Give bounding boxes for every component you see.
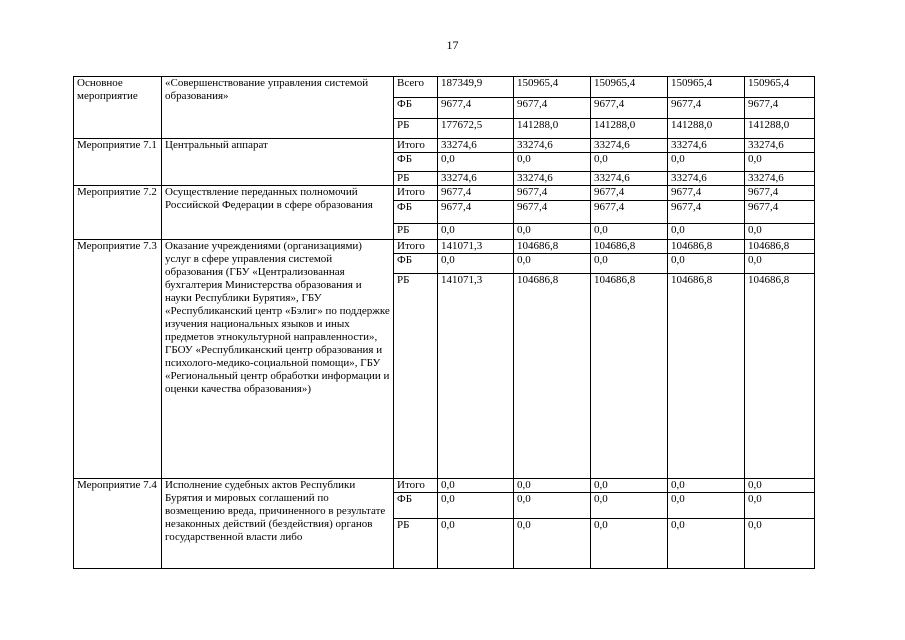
- activity-description-cell: Осуществление переданных полномочий Российской Федерации в сфере образования: [162, 186, 394, 240]
- funding-source-cell: РБ: [394, 274, 438, 479]
- funding-source-cell: Итого: [394, 479, 438, 493]
- amount-cell: 33274,6: [438, 139, 514, 153]
- activity-description-cell: Оказание учреждениями (организациями) услуг в сфере управления системой образования (ГБУ «Централизованная бухгалтерия Министерства образования и науки Республики Бурятия», ГБУ «Республиканский центр «Бэлиг» по поддержке изучения национальных языков и иных предметов этнокультурной направленности», ГБОУ «Республиканский центр образования и психолого-медико-социальной помощи», ГБУ «Региональный центр обработки информации и оценки качества образования»): [162, 240, 394, 479]
- amount-cell: 104686,8: [668, 274, 745, 479]
- amount-cell: 33274,6: [745, 139, 815, 153]
- amount-cell: 33274,6: [514, 172, 591, 186]
- amount-cell: 104686,8: [514, 274, 591, 479]
- funding-source-cell: РБ: [394, 172, 438, 186]
- amount-cell: 33274,6: [591, 139, 668, 153]
- amount-cell: 0,0: [745, 153, 815, 172]
- amount-cell: 141071,3: [438, 274, 514, 479]
- amount-cell: 150965,4: [514, 77, 591, 98]
- amount-cell: 141288,0: [668, 119, 745, 139]
- amount-cell: 9677,4: [591, 201, 668, 224]
- amount-cell: 0,0: [438, 254, 514, 274]
- activity-name-cell: Мероприятие 7.2: [74, 186, 162, 240]
- table-row: [74, 186, 815, 201]
- amount-cell: 0,0: [668, 224, 745, 240]
- amount-cell: 0,0: [514, 153, 591, 172]
- funding-source-cell: ФБ: [394, 98, 438, 119]
- amount-cell: 33274,6: [745, 172, 815, 186]
- amount-cell: 9677,4: [438, 98, 514, 119]
- amount-cell: 104686,8: [745, 240, 815, 254]
- amount-cell: 0,0: [591, 493, 668, 519]
- funding-source-cell: ФБ: [394, 201, 438, 224]
- amount-cell: 0,0: [514, 224, 591, 240]
- amount-cell: 9677,4: [438, 201, 514, 224]
- activity-name-cell: Мероприятие 7.1: [74, 139, 162, 186]
- activity-description-cell: Исполнение судебных актов Республики Бурятия и мировых соглашений по возмещению вреда, причиненного в результате незаконных действий (бездействия) органов государственной власти либо: [162, 479, 394, 569]
- funding-source-cell: ФБ: [394, 254, 438, 274]
- amount-cell: 33274,6: [668, 172, 745, 186]
- amount-cell: 0,0: [591, 224, 668, 240]
- amount-cell: 0,0: [668, 153, 745, 172]
- amount-cell: 0,0: [438, 493, 514, 519]
- amount-cell: 104686,8: [745, 274, 815, 479]
- amount-cell: 104686,8: [668, 240, 745, 254]
- amount-cell: 0,0: [514, 519, 591, 569]
- amount-cell: 9677,4: [438, 186, 514, 201]
- funding-source-cell: РБ: [394, 119, 438, 139]
- amount-cell: 33274,6: [514, 139, 591, 153]
- amount-cell: 0,0: [745, 519, 815, 569]
- amount-cell: 141071,3: [438, 240, 514, 254]
- amount-cell: 141288,0: [514, 119, 591, 139]
- amount-cell: 9677,4: [591, 98, 668, 119]
- table-row: [74, 139, 815, 153]
- budget-table-body: [74, 77, 815, 569]
- amount-cell: 104686,8: [514, 240, 591, 254]
- amount-cell: 0,0: [591, 254, 668, 274]
- amount-cell: 9677,4: [514, 186, 591, 201]
- amount-cell: 150965,4: [668, 77, 745, 98]
- amount-cell: 104686,8: [591, 274, 668, 479]
- amount-cell: 0,0: [745, 479, 815, 493]
- amount-cell: 0,0: [745, 493, 815, 519]
- activity-name-cell: Мероприятие 7.4: [74, 479, 162, 569]
- amount-cell: 150965,4: [745, 77, 815, 98]
- amount-cell: 0,0: [591, 519, 668, 569]
- amount-cell: 9677,4: [668, 186, 745, 201]
- amount-cell: 9677,4: [745, 186, 815, 201]
- activity-name-cell: Основное мероприятие: [74, 77, 162, 139]
- table-row: [74, 240, 815, 254]
- funding-source-cell: Итого: [394, 186, 438, 201]
- funding-source-cell: ФБ: [394, 153, 438, 172]
- amount-cell: 9677,4: [745, 98, 815, 119]
- amount-cell: 0,0: [438, 519, 514, 569]
- amount-cell: 0,0: [668, 479, 745, 493]
- activity-description-cell: «Совершенствование управления системой образования»: [162, 77, 394, 139]
- amount-cell: 0,0: [668, 493, 745, 519]
- amount-cell: 0,0: [514, 254, 591, 274]
- amount-cell: 104686,8: [591, 240, 668, 254]
- amount-cell: 9677,4: [591, 186, 668, 201]
- amount-cell: 0,0: [745, 224, 815, 240]
- amount-cell: 0,0: [514, 479, 591, 493]
- amount-cell: 9677,4: [668, 201, 745, 224]
- activity-name-cell: Мероприятие 7.3: [74, 240, 162, 479]
- amount-cell: 0,0: [438, 479, 514, 493]
- amount-cell: 0,0: [668, 519, 745, 569]
- amount-cell: 0,0: [514, 493, 591, 519]
- funding-source-cell: Итого: [394, 139, 438, 153]
- amount-cell: 33274,6: [668, 139, 745, 153]
- table-row: [74, 479, 815, 493]
- amount-cell: 0,0: [745, 254, 815, 274]
- funding-source-cell: РБ: [394, 519, 438, 569]
- amount-cell: 0,0: [438, 153, 514, 172]
- amount-cell: 33274,6: [438, 172, 514, 186]
- amount-cell: 187349,9: [438, 77, 514, 98]
- amount-cell: 0,0: [591, 153, 668, 172]
- table-row: [74, 77, 815, 98]
- amount-cell: 177672,5: [438, 119, 514, 139]
- amount-cell: 0,0: [438, 224, 514, 240]
- amount-cell: 0,0: [668, 254, 745, 274]
- activity-description-cell: Центральный аппарат: [162, 139, 394, 186]
- amount-cell: 0,0: [591, 479, 668, 493]
- amount-cell: 33274,6: [591, 172, 668, 186]
- amount-cell: 141288,0: [591, 119, 668, 139]
- funding-source-cell: Всего: [394, 77, 438, 98]
- page-number: 17: [446, 38, 459, 52]
- funding-source-cell: РБ: [394, 224, 438, 240]
- amount-cell: 9677,4: [514, 201, 591, 224]
- funding-source-cell: Итого: [394, 240, 438, 254]
- amount-cell: 9677,4: [745, 201, 815, 224]
- amount-cell: 150965,4: [591, 77, 668, 98]
- budget-table: [73, 76, 815, 569]
- funding-source-cell: ФБ: [394, 493, 438, 519]
- amount-cell: 141288,0: [745, 119, 815, 139]
- amount-cell: 9677,4: [514, 98, 591, 119]
- amount-cell: 9677,4: [668, 98, 745, 119]
